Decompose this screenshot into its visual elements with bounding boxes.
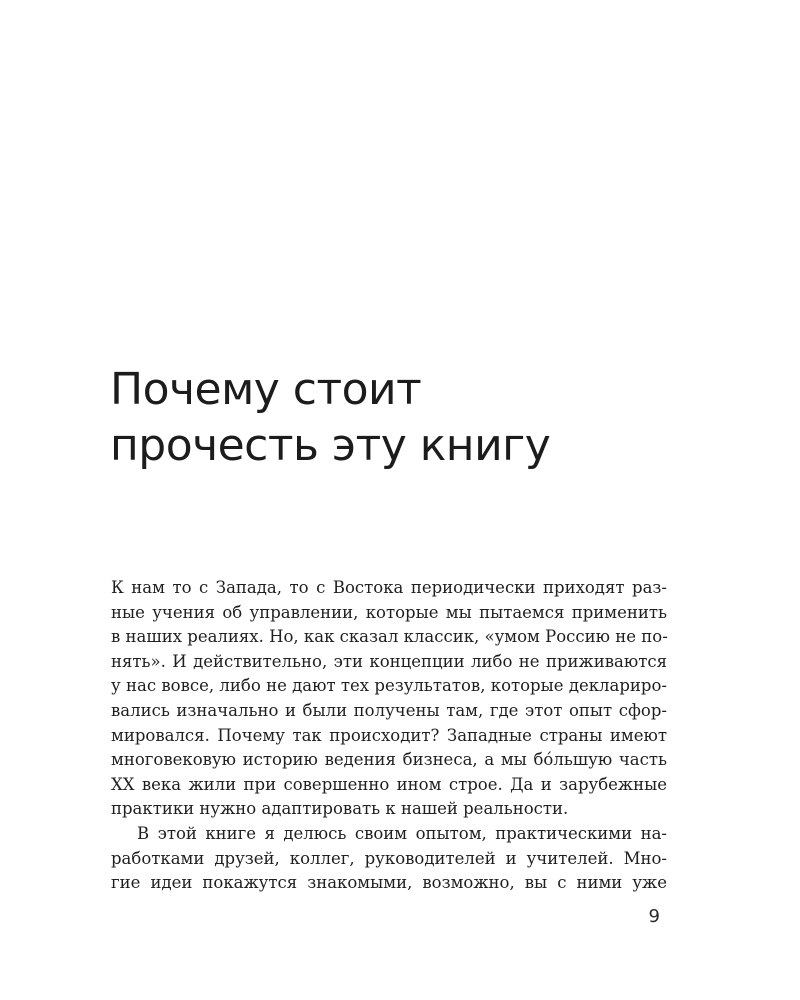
text-line: практики нужно адаптировать к нашей реальности. bbox=[111, 799, 569, 819]
chapter-title-line: Почему стоит bbox=[110, 364, 422, 415]
chapter-title bbox=[110, 362, 710, 474]
paragraph-1 bbox=[111, 576, 667, 822]
chapter-title-line: прочесть эту книгу bbox=[110, 420, 551, 471]
text-line: В этой книге я делюсь своим опытом, практическими на- bbox=[137, 823, 667, 843]
paragraph-2 bbox=[111, 822, 667, 896]
text-line: вались изначально и были получены там, где этот опыт сфор- bbox=[111, 700, 667, 720]
text-line: работками друзей, коллег, руководителей и учителей. Мно- bbox=[111, 848, 667, 868]
text-line: XX века жили при совершенно ином строе. Да и зарубежные bbox=[111, 774, 667, 794]
text-line: ные учения об управлении, которые мы пытаемся применить bbox=[111, 602, 667, 622]
text-line: К нам то с Запада, то с Востока периодически приходят раз- bbox=[111, 578, 667, 597]
text-line: гие идеи покажутся знакомыми, возможно, вы с ними уже bbox=[111, 873, 667, 893]
text-line: у нас вовсе, либо не дают тех результатов, которые деклариро- bbox=[111, 676, 667, 696]
text-line: многовековую историю ведения бизнеса, а мы бо́льшую часть bbox=[111, 750, 667, 770]
text-line: в наших реалиях. Но, как сказал классик, «умом Россию не по- bbox=[111, 627, 668, 647]
text-line: нять». И действительно, эти концепции либо не приживаются bbox=[111, 651, 667, 671]
text-line: мировался. Почему так происходит? Западные страны имеют bbox=[111, 725, 667, 745]
page-number: 9 bbox=[648, 906, 660, 927]
body-text bbox=[111, 576, 667, 896]
